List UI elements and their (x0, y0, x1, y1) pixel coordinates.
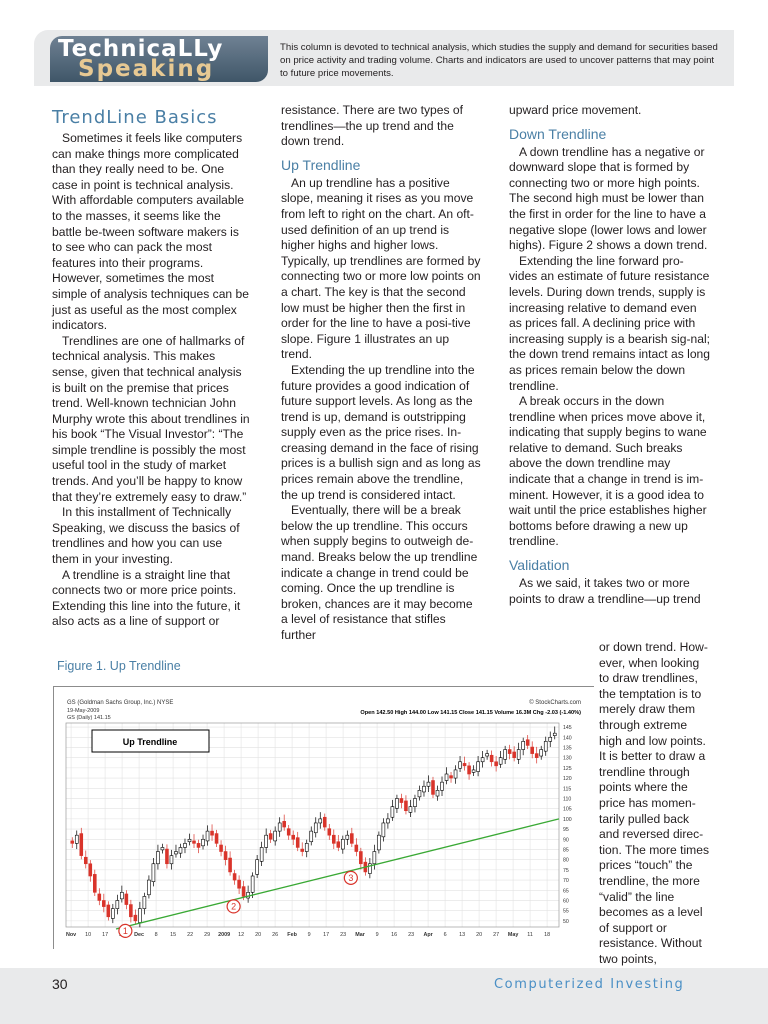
x-tick-label: 11 (527, 932, 533, 938)
candle-body (111, 909, 114, 919)
candle-body (147, 880, 150, 895)
candle-body (247, 892, 250, 898)
heading-down-trendline: Down Trendline (509, 125, 607, 142)
candle-body (93, 874, 96, 892)
candle-body (499, 758, 502, 765)
candle-body (125, 894, 128, 905)
candle-body (179, 847, 182, 853)
y-tick-label: 95 (563, 827, 569, 834)
x-tick-label: May (507, 932, 519, 938)
marker-label: 1 (122, 926, 128, 937)
candle-body (202, 839, 205, 846)
candle-body (535, 754, 538, 758)
paragraph: Trendlines are one of hallmarks of technical analysis. This makes sense, given that technical analysis is built on the premise that prices trend. Well-known technician John Murphy wrote this about trendlines in his book “The Visual Investor”: “The simple trendline is possibly the most useful tool in the study of market trends. And you’ll be happy to know that they’re extremely easy to draw.” (52, 333, 250, 504)
candle-body (481, 758, 484, 762)
paragraph: An up trendline has a positive slope, meaning it rises as you move from left to right on the chart. An oft-used definition of an up trend is higher highs and higher lows. Typically, up trendlines are formed by connecting two or more low points on a chart. The key is that the second low must be higher then the first in order for the line to have a posi-tive slope. Figure 1 illustrates an up trend. (281, 175, 481, 362)
candle-body (553, 733, 556, 735)
candle-body (531, 747, 534, 754)
validation-wrap-text: or down trend. How-ever, when looking to draw trendlines, the temptation is to merely draw them through extreme high and low points. It is better to draw a trendline through points where the price has momen-tarily pulled back and reversed direc-tion. The more times prices “touch” the trendline, the more “valid” the line becomes as a level of support or resistance. Without two points, (599, 640, 710, 966)
candle-body (504, 750, 507, 760)
candle-body (409, 807, 412, 813)
x-tick-label: 23 (340, 932, 347, 938)
candle-body (495, 762, 498, 766)
heading-validation: Validation (509, 557, 570, 574)
chart-label-text: Up Trendline (122, 737, 178, 747)
candle-body (71, 841, 74, 843)
candle-body (156, 852, 159, 864)
x-tick-label: 27 (493, 932, 500, 938)
candle-body (427, 782, 430, 786)
y-tick-label: 125 (563, 765, 572, 772)
candle-body (472, 770, 475, 772)
candle-body (215, 834, 218, 844)
y-tick-label: 145 (563, 725, 572, 732)
x-tick-label: Apr (423, 932, 433, 938)
marker-label: 3 (348, 873, 354, 884)
chart-series-label: GS (Daily) 141.15 (67, 715, 111, 721)
paragraph: Sometimes it feels like computers can make things more complicated than they really need to be. One case in point is technical analysis. With affordable computers available to the masses, it seems like the battle be-tween software makers is to see who can pack the most features into their programs. However, sometimes the most simple of analysis techniques can be just as useful as the most complex indicators. (52, 131, 249, 333)
candle-body (432, 781, 435, 795)
candle-body (486, 754, 489, 756)
paragraph: A trendline is a straight line that connects two or more price points. Extending this line into the future, it also acts as a line of support or (52, 567, 241, 629)
candle-body (274, 831, 277, 841)
page-number: 30 (52, 976, 68, 992)
candle-body (314, 823, 317, 833)
chart-date: 19-May-2009 (67, 708, 100, 714)
candle-body (116, 900, 119, 908)
candle-body (404, 801, 407, 811)
y-tick-label: 130 (563, 755, 572, 762)
logo-line-2: Speaking (78, 56, 215, 82)
magazine-name: Computerized Investing (494, 977, 685, 992)
candle-body (165, 849, 168, 864)
candle-body (436, 790, 439, 796)
candle-body (508, 750, 511, 754)
heading-up-trendline: Up Trendline (281, 156, 361, 173)
column-2 (281, 103, 481, 644)
candle-body (422, 786, 425, 792)
candle-body (170, 856, 173, 864)
candle-body (242, 887, 245, 897)
y-tick-label: 140 (563, 735, 572, 742)
x-tick-label: Dec (134, 932, 145, 938)
candle-body (138, 909, 141, 923)
x-tick-label: 20 (255, 932, 262, 938)
candle-body (310, 831, 313, 842)
candle-body (120, 892, 123, 899)
candle-body (305, 843, 308, 851)
column-logo (50, 36, 268, 82)
candle-body (269, 834, 272, 840)
candle-body (513, 752, 516, 758)
y-tick-label: 50 (563, 918, 569, 925)
marker-label: 2 (231, 901, 237, 912)
candle-body (459, 762, 462, 769)
candle-body (377, 835, 380, 850)
paragraph: In this installment of Technically Speaking, we discuss the basics of trendlines and how you can use them in your investing. (52, 505, 240, 567)
y-tick-label: 60 (563, 898, 569, 905)
candle-body (283, 821, 286, 827)
x-tick-label: 26 (272, 932, 279, 938)
candle-body (346, 835, 349, 839)
y-tick-label: 85 (563, 847, 569, 854)
candle-body (400, 798, 403, 802)
candle-body (292, 835, 295, 839)
candle-body (463, 763, 466, 765)
paragraph-continued: upward price movement. (509, 103, 642, 117)
candle-body (328, 829, 331, 836)
x-tick-label: Nov (66, 932, 77, 938)
x-tick-label: 6 (443, 932, 447, 938)
x-tick-label: 9 (375, 932, 379, 938)
x-tick-label: 13 (459, 932, 466, 938)
candle-body (454, 770, 457, 778)
candle-body (265, 835, 268, 847)
y-tick-label: 65 (563, 888, 569, 895)
figure-caption: Figure 1. Up Trendline (57, 659, 181, 673)
chart-source: © StockCharts.com (529, 700, 581, 706)
x-tick-label: 29 (204, 932, 211, 938)
candle-body (301, 849, 304, 851)
candle-body (526, 740, 529, 746)
column-3 (509, 103, 711, 607)
y-tick-label: 120 (563, 776, 572, 783)
logo-line-1: TechnicaLLy (58, 36, 224, 62)
candle-body (391, 807, 394, 818)
candle-body (418, 790, 421, 797)
candle-body (441, 782, 444, 790)
x-tick-label: 2009 (218, 932, 231, 938)
paragraph: As we said, it takes two or more points to draw a trendline—up trend (509, 576, 701, 606)
chart-ohlc: Open 142.50 High 144.00 Low 141.15 Close 141.15 Volume 16.3M Chg -2.03 (-1.40%) (360, 710, 581, 716)
column-1 (52, 108, 252, 630)
candle-body (193, 841, 196, 843)
candle-body (220, 845, 223, 852)
candle-body (319, 819, 322, 823)
candle-body (143, 896, 146, 908)
candle-body (337, 842, 340, 848)
candle-body (98, 894, 101, 901)
candle-body (477, 762, 480, 772)
candle-body (445, 774, 448, 781)
x-tick-label: 20 (476, 932, 483, 938)
candle-body (89, 864, 92, 876)
y-tick-label: 75 (563, 867, 569, 874)
candle-body (450, 776, 453, 778)
column-description: This column is devoted to technical analysis, which studies the supply and demand for securities based on price activity and trading volume. Charts and indicators are used to uncover patterns that may point to future price movements. (280, 42, 718, 79)
candle-body (134, 915, 137, 921)
candle-body (386, 819, 389, 823)
candle-body (224, 852, 227, 860)
candle-body (260, 847, 263, 861)
candle-body (80, 834, 83, 856)
y-tick-label: 135 (563, 745, 572, 752)
candle-body (332, 835, 335, 843)
candle-body (373, 852, 376, 864)
candle-body (544, 741, 547, 751)
candle-body (517, 750, 520, 760)
x-tick-label: 15 (170, 932, 177, 938)
candle-body (161, 847, 164, 849)
paragraph: Extending the line forward pro-vides an estimate of future resistance levels. During down trends, supply is increasing relative to demand even as prices fall. A declining price with increasing supply is a bearish sig-nal; the down trend remains intact as long as prices remain below the down trendline. (509, 253, 711, 393)
candle-body (129, 905, 132, 917)
paragraph: Eventually, there will be a break below the up trendline. This occurs when supply begins to outweigh de-mand. Breaks below the up trendline indicate a change in trend could be coming. Once the up trendline is broken, chances are it may become a level of resistance that stifles further (281, 503, 478, 642)
x-tick-label: 12 (238, 932, 245, 938)
y-tick-label: 105 (563, 806, 572, 813)
x-tick-label: 17 (102, 932, 109, 938)
x-tick-label: 17 (323, 932, 330, 938)
x-tick-label: 22 (187, 932, 194, 938)
candle-body (102, 900, 105, 906)
candle-body (395, 798, 398, 808)
candle-body (278, 823, 281, 831)
candle-body (490, 755, 493, 762)
candle-body (197, 843, 200, 847)
candle-body (350, 834, 353, 844)
candle-body (355, 845, 358, 852)
candle-body (188, 839, 191, 841)
x-tick-label: Mar (355, 932, 365, 938)
up-trendline-chart (53, 686, 594, 949)
candle-body (296, 838, 299, 848)
x-tick-label: 10 (85, 932, 92, 938)
candle-body (468, 766, 471, 774)
candle-body (75, 835, 78, 843)
y-tick-label: 55 (563, 908, 569, 915)
article-title: TrendLine Basics (52, 107, 218, 128)
paragraph: Extending the up trendline into the future provides a good indication of future support levels. As long as the trend is up, demand is outstripping supply even as the price rises. In-creasing demand in the face of rising prices is a bullish sign and as long as prices remain above the trendline, the up trend is considered intact. (281, 362, 481, 502)
candle-body (233, 874, 236, 881)
candle-body (238, 880, 241, 888)
x-tick-label: 23 (408, 932, 415, 938)
candle-body (152, 864, 155, 882)
candle-body (206, 831, 209, 841)
candle-body (549, 737, 552, 741)
candle-body (540, 750, 543, 757)
candle-body (287, 829, 290, 836)
candle-body (323, 817, 326, 827)
candle-body (522, 741, 525, 749)
x-tick-label: Feb (287, 932, 297, 938)
y-tick-label: 90 (563, 837, 569, 844)
x-tick-label: 9 (307, 932, 311, 938)
candle-body (382, 823, 385, 837)
candle-body (229, 858, 232, 872)
paragraph-continued: resistance. There are two types of trendlines—the up trend and the down trend. (281, 103, 463, 149)
y-tick-label: 110 (563, 796, 572, 803)
candle-body (251, 876, 254, 892)
candle-body (256, 860, 259, 875)
candle-body (413, 798, 416, 806)
y-tick-label: 100 (563, 816, 572, 823)
paragraph: A break occurs in the down trendline when prices move above it, indicating that supply begins to wane relative to demand. Such breaks above the down trendline may indicate that a change in trend is im-minent. However, it is a good idea to wait until the price establishes higher bottoms before drawing a new up trendline. (509, 394, 707, 549)
paragraph: A down trendline has a negative or downward slope that is formed by connecting two or more high points. The second high must be lower than the first in order for the line to have a negative slope (lower lows and lower highs). Figure 2 shows a down trend. (509, 144, 708, 253)
candle-body (84, 857, 87, 864)
candle-body (341, 839, 344, 849)
x-tick-label: 18 (544, 932, 551, 938)
y-tick-label: 115 (563, 786, 572, 793)
candle-body (359, 852, 362, 864)
x-tick-label: 8 (154, 932, 158, 938)
candle-body (107, 905, 110, 917)
candle-body (211, 831, 214, 835)
y-tick-label: 80 (563, 857, 569, 864)
y-tick-label: 70 (563, 878, 569, 885)
candle-body (183, 843, 186, 847)
chart-header-left: GS (Goldman Sachs Group, Inc.) NYSE (67, 700, 174, 706)
candle-body (174, 852, 177, 854)
x-tick-label: 16 (391, 932, 398, 938)
